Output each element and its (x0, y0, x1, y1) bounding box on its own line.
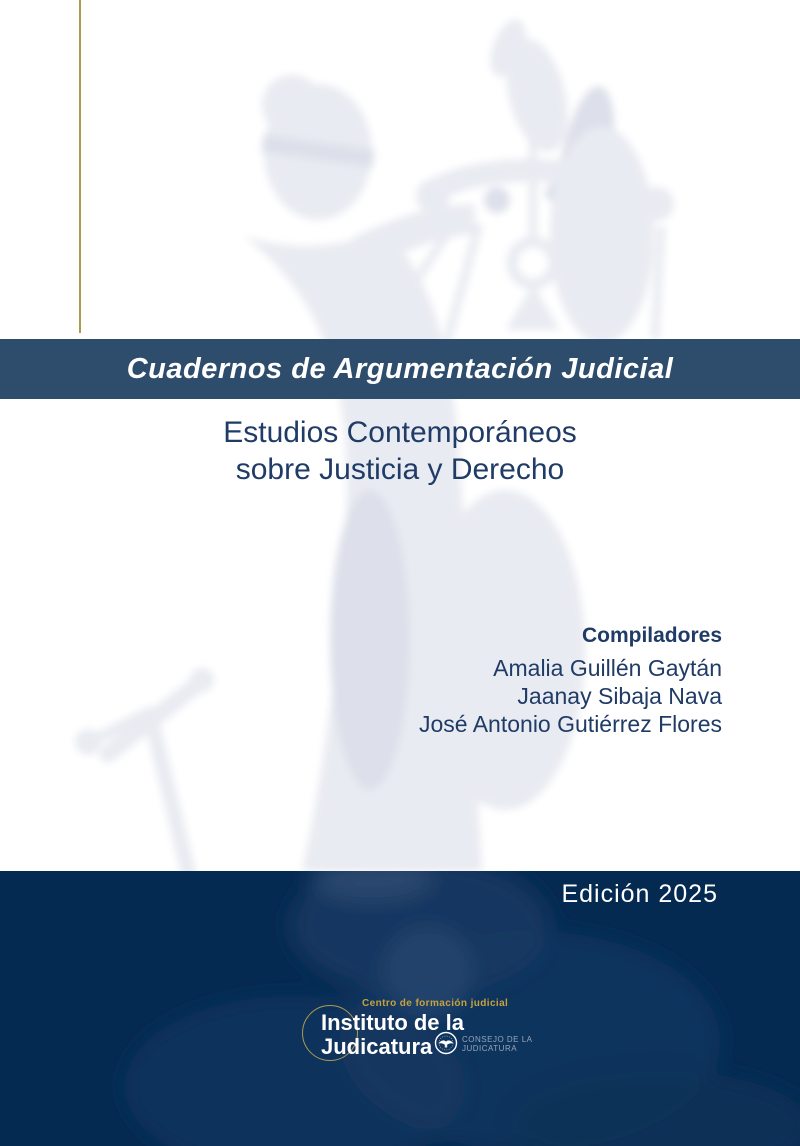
sword-art (75, 668, 214, 871)
logo-tagline: Centro de formación judicial (362, 998, 509, 1009)
footer-panel (0, 871, 800, 1146)
book-title (0, 414, 800, 488)
book-title-line1: Estudios Contemporáneos (223, 416, 577, 449)
seal-text (462, 1035, 533, 1053)
seal-text-line2: JUDICATURA (462, 1044, 518, 1053)
book-title-line2: sobre Justicia y Derecho (235, 453, 565, 486)
eagle-seal-icon (434, 1031, 458, 1055)
edition-label: Edición 2025 (561, 880, 718, 908)
compiler-name: Amalia Guillén Gaytán (493, 655, 722, 681)
logo-name-line1: Instituto de la (321, 1010, 464, 1035)
series-title: Cuadernos de Argumentación Judicial (126, 352, 674, 385)
logo-name-line2: Judicatura (321, 1034, 433, 1059)
seal-text-line1: CONSEJO DE LA (462, 1035, 533, 1044)
instituto-judicatura-logo (300, 995, 550, 1075)
gold-rule (79, 0, 81, 333)
compilers-heading: Compiladores (581, 624, 722, 647)
compiler-name: Jaanay Sibaja Nava (517, 683, 722, 709)
series-title-band (0, 339, 800, 399)
compilers-block (419, 624, 722, 738)
compiler-name: José Antonio Gutiérrez Flores (419, 711, 722, 737)
statue-head-art (261, 75, 374, 220)
